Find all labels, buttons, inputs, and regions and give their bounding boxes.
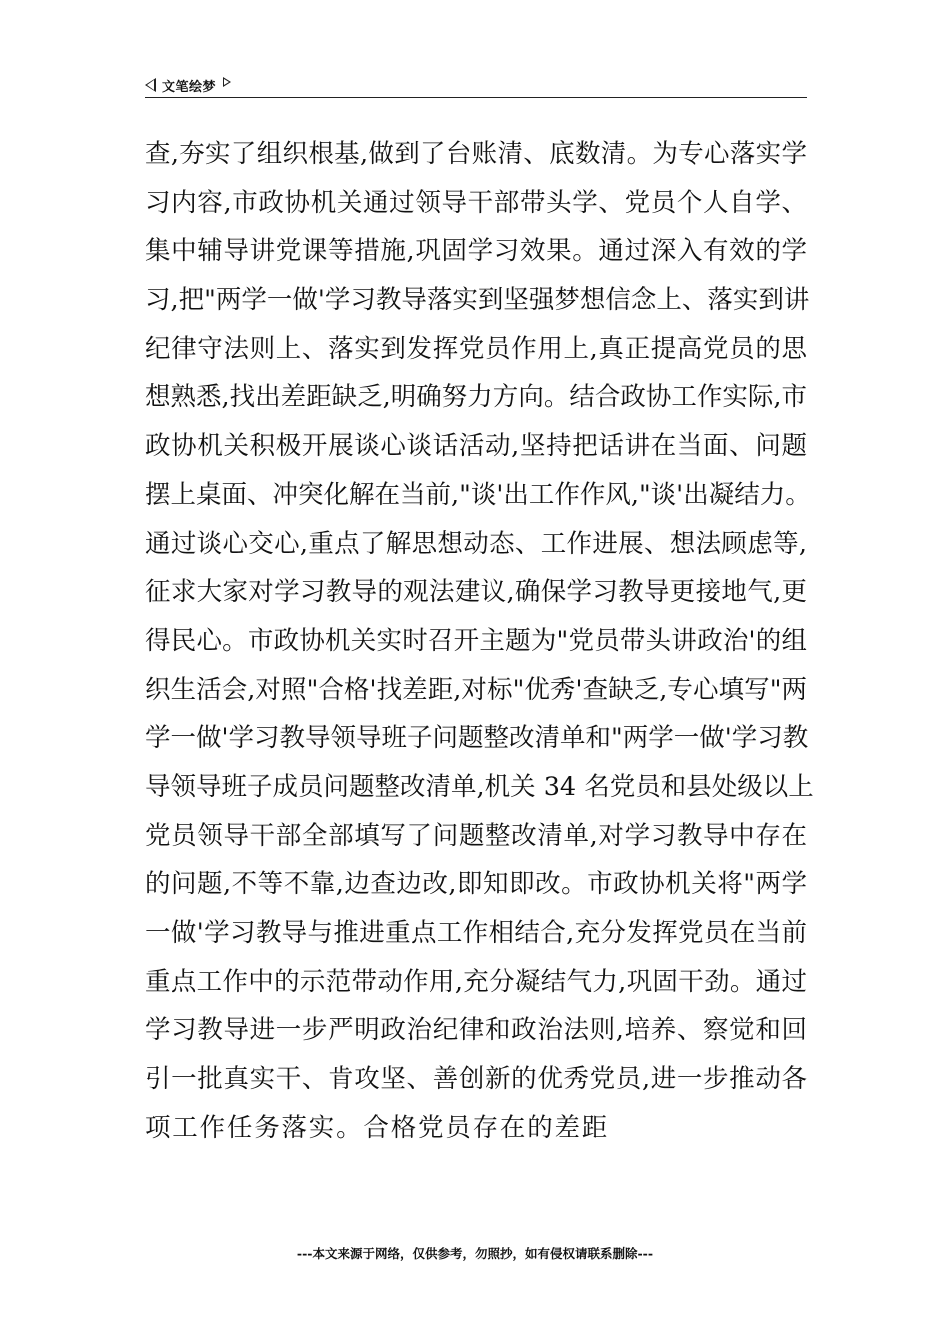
left-triangle-icon (145, 78, 156, 92)
body-line: 摆上桌面、冲突化解在当前,"谈'出工作作风,"谈'出凝结力。 (145, 479, 811, 510)
body-line: 征求大家对学习教导的观法建议,确保学习教导更接地气,更 (145, 577, 807, 608)
footer-notice: ---本文来源于网络，仅供参考，勿照抄，如有侵权请联系删除--- (296, 1246, 654, 1261)
body-line: 导领导班子成员问题整改清单,机关 34 名党员和县处级以上 (145, 771, 814, 802)
body-line: 学习教导进一步严明政治纪律和政治法则,培养、察觉和回 (145, 1015, 807, 1046)
body-line-last: 项工作任务落实。合格党员存在的差距 (145, 1112, 610, 1143)
body-line: 集中辅导讲党课等措施,巩固学习效果。通过深入有效的学 (145, 236, 807, 267)
body-line: 党员领导干部全部填写了问题整改清单,对学习教导中存在 (145, 820, 807, 851)
header-divider (145, 97, 807, 98)
body-line: 习内容,市政协机关通过领导干部带头学、党员个人自学、 (145, 187, 807, 218)
body-line: 习,把"两学一做'学习教导落实到坚强梦想信念上、落实到讲 (145, 285, 810, 316)
body-line: 一做'学习教导与推进重点工作相结合,充分发挥党员在当前 (145, 918, 807, 948)
right-triangle-icon (223, 77, 231, 87)
body-line: 得民心。市政协机关实时召开主题为"党员带头讲政治'的组 (145, 625, 807, 656)
body-line: 重点工作中的示范带动作用,充分凝结气力,巩固干劲。通过 (145, 966, 807, 997)
body-line: 织生活会,对照"合格'找差距,对标"优秀'查缺乏,专心填写"两 (145, 674, 807, 705)
page-header (145, 72, 807, 98)
body-line: 查,夯实了组织根基,做到了台账清、底数清。为专心落实学 (145, 139, 807, 169)
brand-name: 文笔绘梦 (162, 79, 217, 95)
body-line: 学一做'学习教导领导班子问题整改清单和"两学一做'学习教 (145, 723, 809, 754)
body-line: 的问题,不等不靠,边查边改,即知即改。市政协机关将"两学 (145, 869, 807, 900)
body-line: 通过谈心交心,重点了解思想动态、工作进展、想法顾虑等, (145, 528, 807, 559)
body-line: 纪律守法则上、落实到发挥党员作用上,真正提高党员的思 (145, 333, 807, 364)
body-line: 引一批真实干、肯攻坚、善创新的优秀党员,进一步推动各 (145, 1064, 807, 1095)
body-line: 政协机关积极开展谈心谈话活动,坚持把话讲在当面、问题 (145, 431, 807, 462)
body-line: 想熟悉,找出差距缺乏,明确努力方向。结合政协工作实际,市 (145, 382, 807, 413)
document-body (145, 130, 814, 1152)
